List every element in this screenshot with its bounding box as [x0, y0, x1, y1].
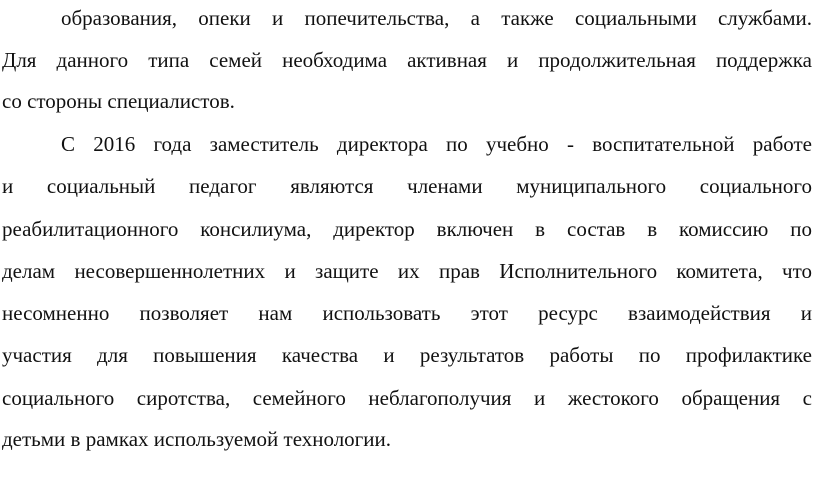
- text-line-5: и социальный педагог являются членами муниципального социального: [2, 174, 812, 198]
- text-line-2: Для данного типа семей необходима активная и продолжительная поддержка: [2, 48, 812, 72]
- text-line-6: реабилитационного консилиума, директор включен в состав в комиссию по: [2, 217, 812, 241]
- text-line-7: делам несовершеннолетних и защите их прав Исполнительного комитета, что: [2, 259, 812, 283]
- text-line-3: со стороны специалистов.: [2, 89, 235, 113]
- text-line-1: образования, опеки и попечительства, а также социальными службами.: [61, 6, 812, 30]
- text-line-9: участия для повышения качества и результатов работы по профилактике: [2, 343, 812, 367]
- text-line-8: несомненно позволяет нам использовать этот ресурс взаимодействия и: [2, 301, 812, 325]
- text-line-11: детьми в рамках используемой технологии.: [2, 427, 392, 451]
- text-line-4: С 2016 года заместитель директора по учебно - воспитательной работе: [61, 132, 812, 156]
- text-line-10: социального сиротства, семейного неблагополучия и жестокого обращения с: [2, 386, 812, 410]
